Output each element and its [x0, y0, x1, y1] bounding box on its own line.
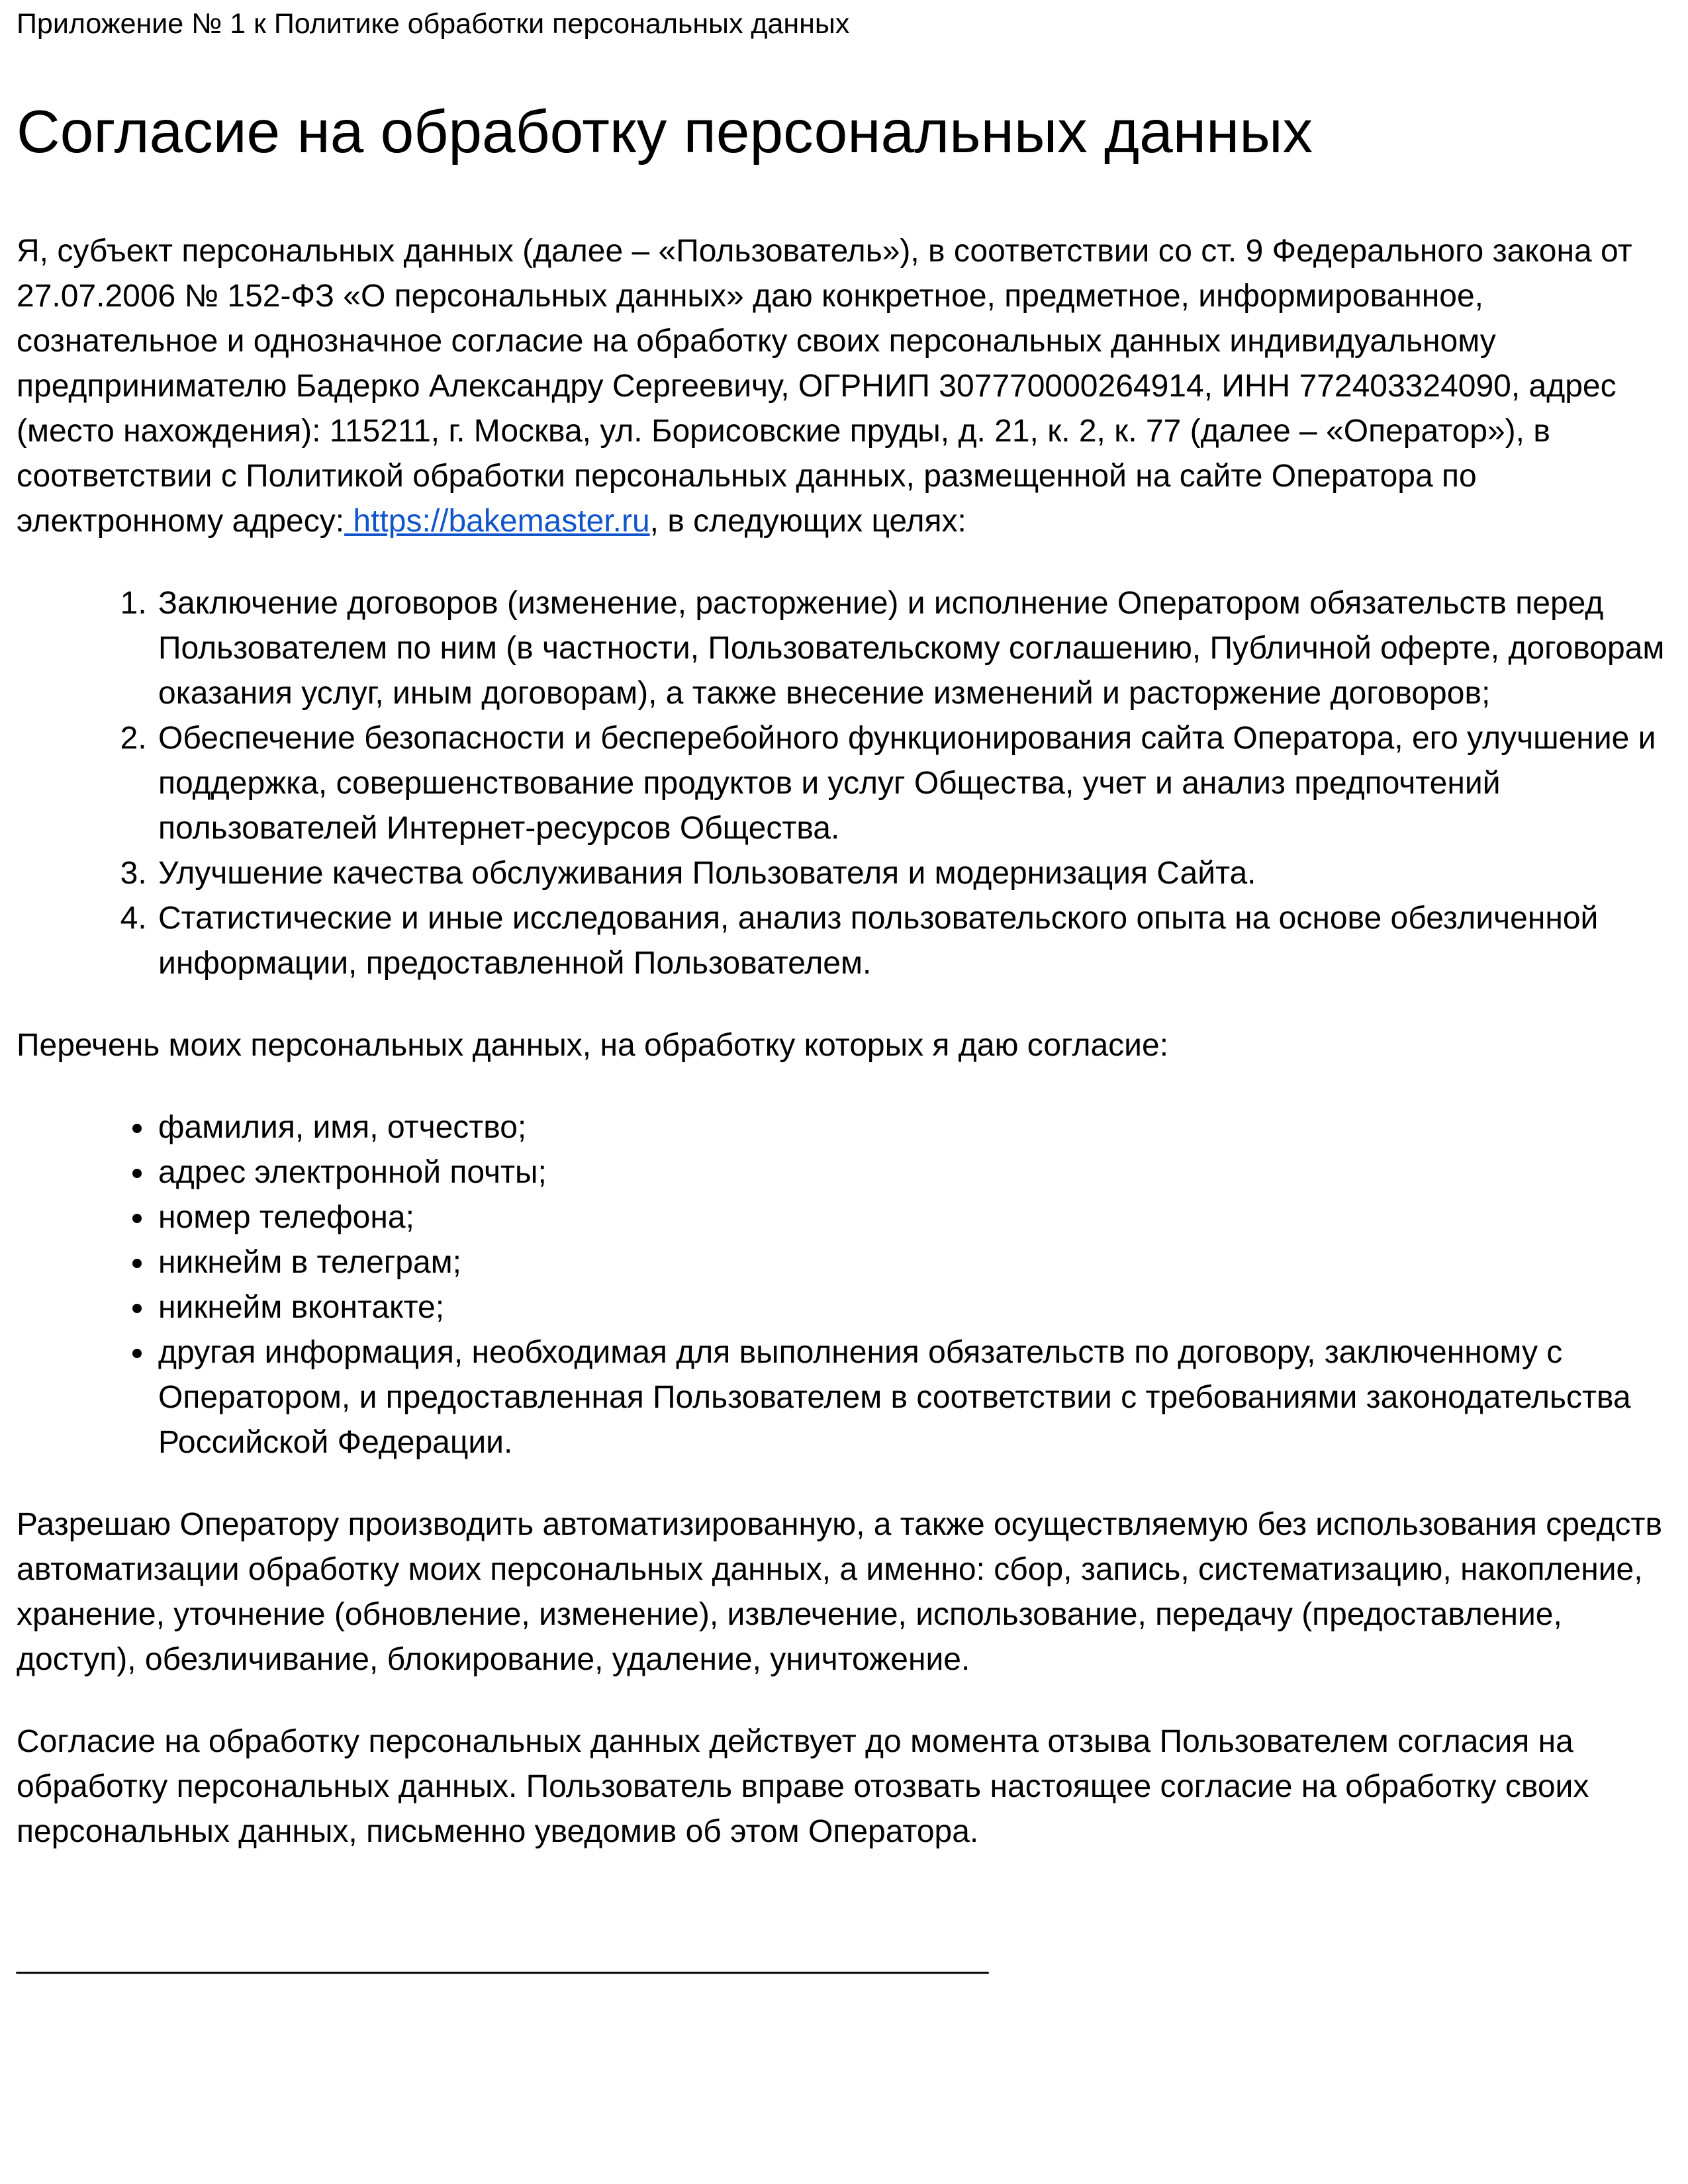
purpose-item: 4. Статистические и иные исследования, анализ пользовательского опыта на основе обезличенной информации, предоставленной Пользователем. [156, 896, 1669, 986]
personal-data-list [17, 1105, 1669, 1465]
personal-data-item: • адрес электронной почты; [156, 1150, 1669, 1195]
purpose-item: 1. Заключение договоров (изменение, расторжение) и исполнение Оператором обязательств перед Пользователем по ним (в частности, Пользовательскому соглашению, Публичной оферте, договорам оказания услуг, иным договорам), а также внесение изменений и расторжение договоров; [156, 581, 1669, 716]
purpose-item: 3. Улучшение качества обслуживания Пользователя и модернизация Сайта. [156, 851, 1669, 896]
purposes-list [17, 581, 1669, 986]
personal-data-item: • никнейм в телеграм; [156, 1240, 1669, 1285]
withdrawal-paragraph: Согласие на обработку персональных данных действует до момента отзыва Пользователем согласия на обработку персональных данных. Пользователь вправе отозвать настоящее согласие на обработку своих персональных данных, письменно уведомив об этом Оператора. [17, 1724, 1589, 1849]
personal-data-item: • фамилия, имя, отчество; [156, 1105, 1669, 1150]
appendix-note: Приложение № 1 к Политике обработки персональных данных [17, 8, 850, 40]
personal-data-item: • никнейм вконтакте; [156, 1285, 1669, 1330]
purpose-item: 2. Обеспечение безопасности и бесперебойного функционирования сайта Оператора, его улучшение и поддержка, совершенствование продуктов и услуг Общества, учет и анализ предпочтений пользователей Интернет-ресурсов Общества. [156, 716, 1669, 851]
personal-data-item: • другая информация, необходимая для выполнения обязательств по договору, заключенному с Оператором, и предоставленная Пользователем в соответствии с требованиями законодательства Российской Федерации. [156, 1330, 1669, 1465]
intro-text-before-link: Я, субъект персональных данных (далее – «Пользователь»), в соответствии со ст. 9 Федерального закона от 27.07.2006 № 152-ФЗ «О персональных данных» даю конкретное, предметное, информированное, сознательное и однозначное согласие на обработку своих персональных данных индивидуальному предпринимателю Бадерко Александру Сергеевичу, ОГРНИП 307770000264914, ИНН 772403324090, адрес (место нахождения): 115211, г. Москва, ул. Борисовские пруды, д. 21, к. 2, к. 77 (далее – «Оператор»), в соответствии с Политикой обработки персональных данных, размещенной на сайте Оператора по электронному адресу: [17, 234, 1632, 539]
page-title: Согласие на обработку персональных данных [17, 99, 1313, 165]
signature-underscore-line: _______________________________________________________ [17, 1940, 989, 1975]
intro-paragraph [17, 229, 1669, 544]
intro-text-after-link: , в следующих целях: [649, 504, 966, 539]
personal-data-item: • номер телефона; [156, 1195, 1669, 1240]
personal-data-list-intro: Перечень моих персональных данных, на обработку которых я даю согласие: [17, 1028, 1169, 1063]
processing-permission-paragraph: Разрешаю Оператору производить автоматизированную, а также осуществляемую без использования средств автоматизации обработку моих персональных данных, а именно: сбор, запись, систематизацию, накопление, хранение, уточнение (обновление, изменение), извлечение, использование, передачу (предоставление, доступ), обезличивание, блокирование, удаление, уничтожение. [17, 1507, 1663, 1677]
operator-site-link[interactable]: https://bakemaster.ru [344, 504, 650, 539]
